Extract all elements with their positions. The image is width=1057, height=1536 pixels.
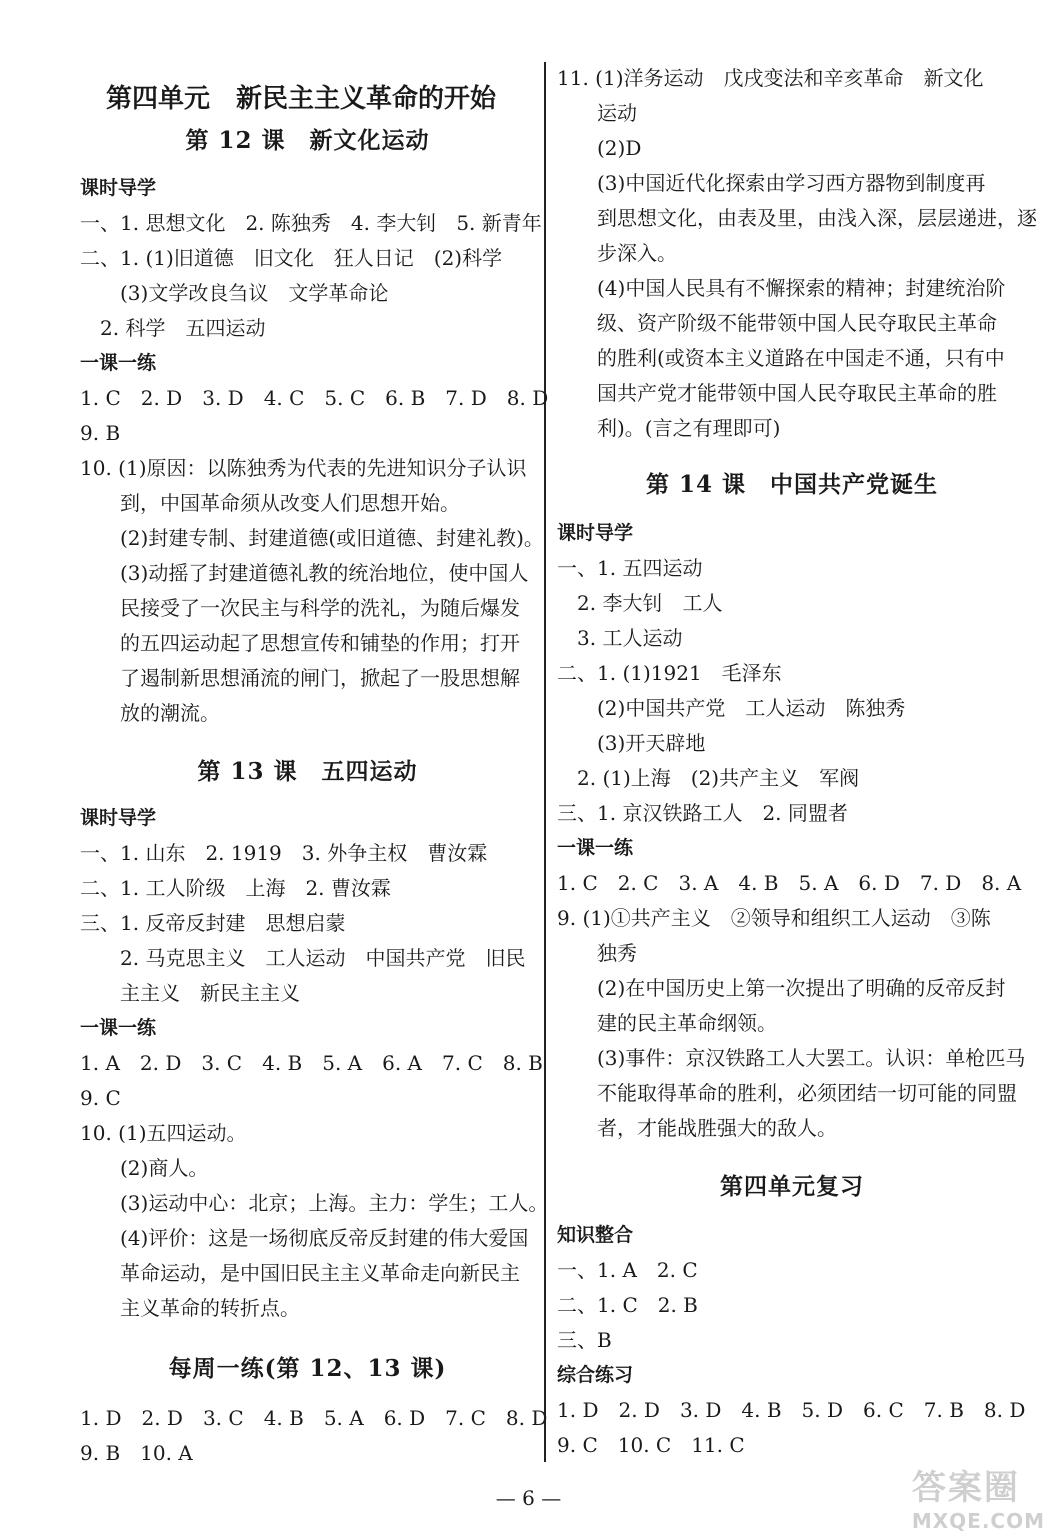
column-divider xyxy=(544,62,546,1462)
answer-line: 2. 李大钊 工人 xyxy=(557,591,723,615)
page-number: — 6 — xyxy=(495,1486,562,1510)
answer-line: 1. D 2. D 3. D 4. B 5. D 6. C 7. B 8. D xyxy=(557,1398,1026,1422)
answer-line: 2. (1)上海 (2)共产主义 军阀 xyxy=(557,766,860,790)
answer-line: 到思想文化，由表及里，由浅入深，层层递进，逐 xyxy=(557,206,1037,230)
answer-line: 9. B xyxy=(80,421,121,445)
answer-line: 利)。(言之有理即可) xyxy=(557,416,781,440)
watermark-url: MXQE.COM xyxy=(911,1509,1045,1533)
answer-line: 的胜利(或资本主义道路在中国走不通，只有中 xyxy=(557,346,1005,370)
answer-line: (3)运动中心：北京；上海。主力：学生；工人。 xyxy=(80,1191,549,1215)
answer-line: 了遏制新思想涌流的闸门，掀起了一股思想解 xyxy=(80,666,520,690)
unit-review-title: 第四单元复习 xyxy=(720,1173,864,1200)
section-heading: 课时导学 xyxy=(80,177,157,199)
answer-line: 一、1. 五四运动 xyxy=(557,556,703,580)
answer-line: 一、1. A 2. C xyxy=(557,1258,698,1282)
answer-line: 二、1. (1)旧道德 旧文化 狂人日记 (2)科学 xyxy=(80,246,503,270)
answer-line: 国共产党才能带领中国人民夺取民主革命的胜 xyxy=(557,381,997,405)
section-heading: 知识整合 xyxy=(557,1224,634,1246)
lesson-14-title: 第 14 课 中国共产党诞生 xyxy=(645,471,939,498)
answer-line: 运动 xyxy=(557,101,637,125)
answer-line: 独秀 xyxy=(557,941,637,965)
answer-line: 三、B xyxy=(557,1328,612,1352)
answer-line: 1. D 2. D 3. C 4. B 5. A 6. D 7. C 8. D xyxy=(80,1406,548,1430)
answer-line: (2)商人。 xyxy=(80,1156,209,1180)
answer-line: 11. (1)洋务运动 戊戌变法和辛亥革命 新文化 xyxy=(557,66,984,90)
answer-line: 放的潮流。 xyxy=(80,701,220,725)
watermark xyxy=(912,1460,1045,1533)
answer-line: 10. (1)五四运动。 xyxy=(80,1121,247,1145)
answer-line: 1. A 2. D 3. C 4. B 5. A 6. A 7. C 8. B xyxy=(80,1051,543,1075)
unit-title: 第四单元 新民主主义革命的开始 xyxy=(106,84,497,114)
section-heading: 课时导学 xyxy=(557,522,634,544)
answer-line: 2. 科学 五四运动 xyxy=(80,316,266,340)
answer-line: (3)文学改良刍议 文学革命论 xyxy=(80,281,389,305)
answer-line: 到，中国革命须从改变人们思想开始。 xyxy=(80,491,460,515)
answer-line: (3)动摇了封建道德礼教的统治地位，使中国人 xyxy=(80,561,529,585)
answer-line: (2)D xyxy=(557,136,642,160)
answer-line: 者，才能战胜强大的敌人。 xyxy=(557,1116,837,1140)
answer-line: 9. C xyxy=(80,1086,121,1110)
answer-line: 三、1. 反帝反封建 思想启蒙 xyxy=(80,911,346,935)
watermark-logo: 答案圈 xyxy=(911,1468,1020,1508)
answer-line: 民接受了一次民主与科学的洗礼，为随后爆发 xyxy=(80,596,520,620)
answer-line: 主主义 新民主主义 xyxy=(80,981,300,1005)
answer-line: 三、1. 京汉铁路工人 2. 同盟者 xyxy=(557,801,848,825)
lesson-13-title: 第 13 课 五四运动 xyxy=(197,758,418,785)
answer-line: 9. (1)①共产主义 ②领导和组织工人运动 ③陈 xyxy=(557,906,991,930)
answer-line: 2. 马克思主义 工人运动 中国共产党 旧民 xyxy=(80,946,526,970)
answer-line: (2)在中国历史上第一次提出了明确的反帝反封 xyxy=(557,976,1006,1000)
answer-line: 建的民主革命纲领。 xyxy=(557,1011,777,1035)
answer-line: 不能取得革命的胜利，必须团结一切可能的同盟 xyxy=(557,1081,1017,1105)
answer-line: 1. C 2. C 3. A 4. B 5. A 6. D 7. D 8. A xyxy=(557,871,1022,895)
answer-line: 1. C 2. D 3. D 4. C 5. C 6. B 7. D 8. D xyxy=(80,386,549,410)
answer-line: 一、1. 思想文化 2. 陈独秀 4. 李大钊 5. 新青年 xyxy=(80,211,542,235)
answer-line: 9. C 10. C 11. C xyxy=(557,1433,745,1457)
weekly-practice-title: 每周一练(第 12、13 课) xyxy=(168,1355,447,1382)
answer-line: (3)开天辟地 xyxy=(557,731,706,755)
lesson-12-title: 第 12 课 新文化运动 xyxy=(185,127,430,154)
answer-line: (3)中国近代化探索由学习西方器物到制度再 xyxy=(557,171,986,195)
answer-line: 二、1. (1)1921 毛泽东 xyxy=(557,661,782,685)
answer-line: 10. (1)原因：以陈独秀为代表的先进知识分子认识 xyxy=(80,456,527,480)
answer-line: (3)事件：京汉铁路工人大罢工。认识：单枪匹马 xyxy=(557,1046,1026,1070)
section-heading: 一课一练 xyxy=(80,1017,157,1039)
section-heading: 一课一练 xyxy=(80,352,157,374)
answer-line: (4)中国人民具有不懈探索的精神；封建统治阶 xyxy=(557,276,1006,300)
section-heading: 综合练习 xyxy=(557,1364,634,1386)
answer-line: (4)评价：这是一场彻底反帝反封建的伟大爱国 xyxy=(80,1226,529,1250)
answer-line: 3. 工人运动 xyxy=(557,626,683,650)
answer-line: 主义革命的转折点。 xyxy=(80,1296,300,1320)
answer-line: (2)封建专制、封建道德(或旧道德、封建礼教)。 xyxy=(80,526,544,550)
answer-line: 级、资产阶级不能带领中国人民夺取民主革命 xyxy=(557,311,997,335)
answer-line: 革命运动，是中国旧民主主义革命走向新民主 xyxy=(80,1261,520,1285)
answer-line: 步深入。 xyxy=(557,241,677,265)
answer-line: 二、1. 工人阶级 上海 2. 曹汝霖 xyxy=(80,876,391,900)
answer-line: 9. B 10. A xyxy=(80,1441,193,1465)
answer-line: 一、1. 山东 2. 1919 3. 外争主权 曹汝霖 xyxy=(80,841,488,865)
section-heading: 课时导学 xyxy=(80,807,157,829)
section-heading: 一课一练 xyxy=(557,837,634,859)
answer-line: 的五四运动起了思想宣传和铺垫的作用；打开 xyxy=(80,631,520,655)
answer-line: (2)中国共产党 工人运动 陈独秀 xyxy=(557,696,906,720)
answer-line: 二、1. C 2. B xyxy=(557,1293,698,1317)
